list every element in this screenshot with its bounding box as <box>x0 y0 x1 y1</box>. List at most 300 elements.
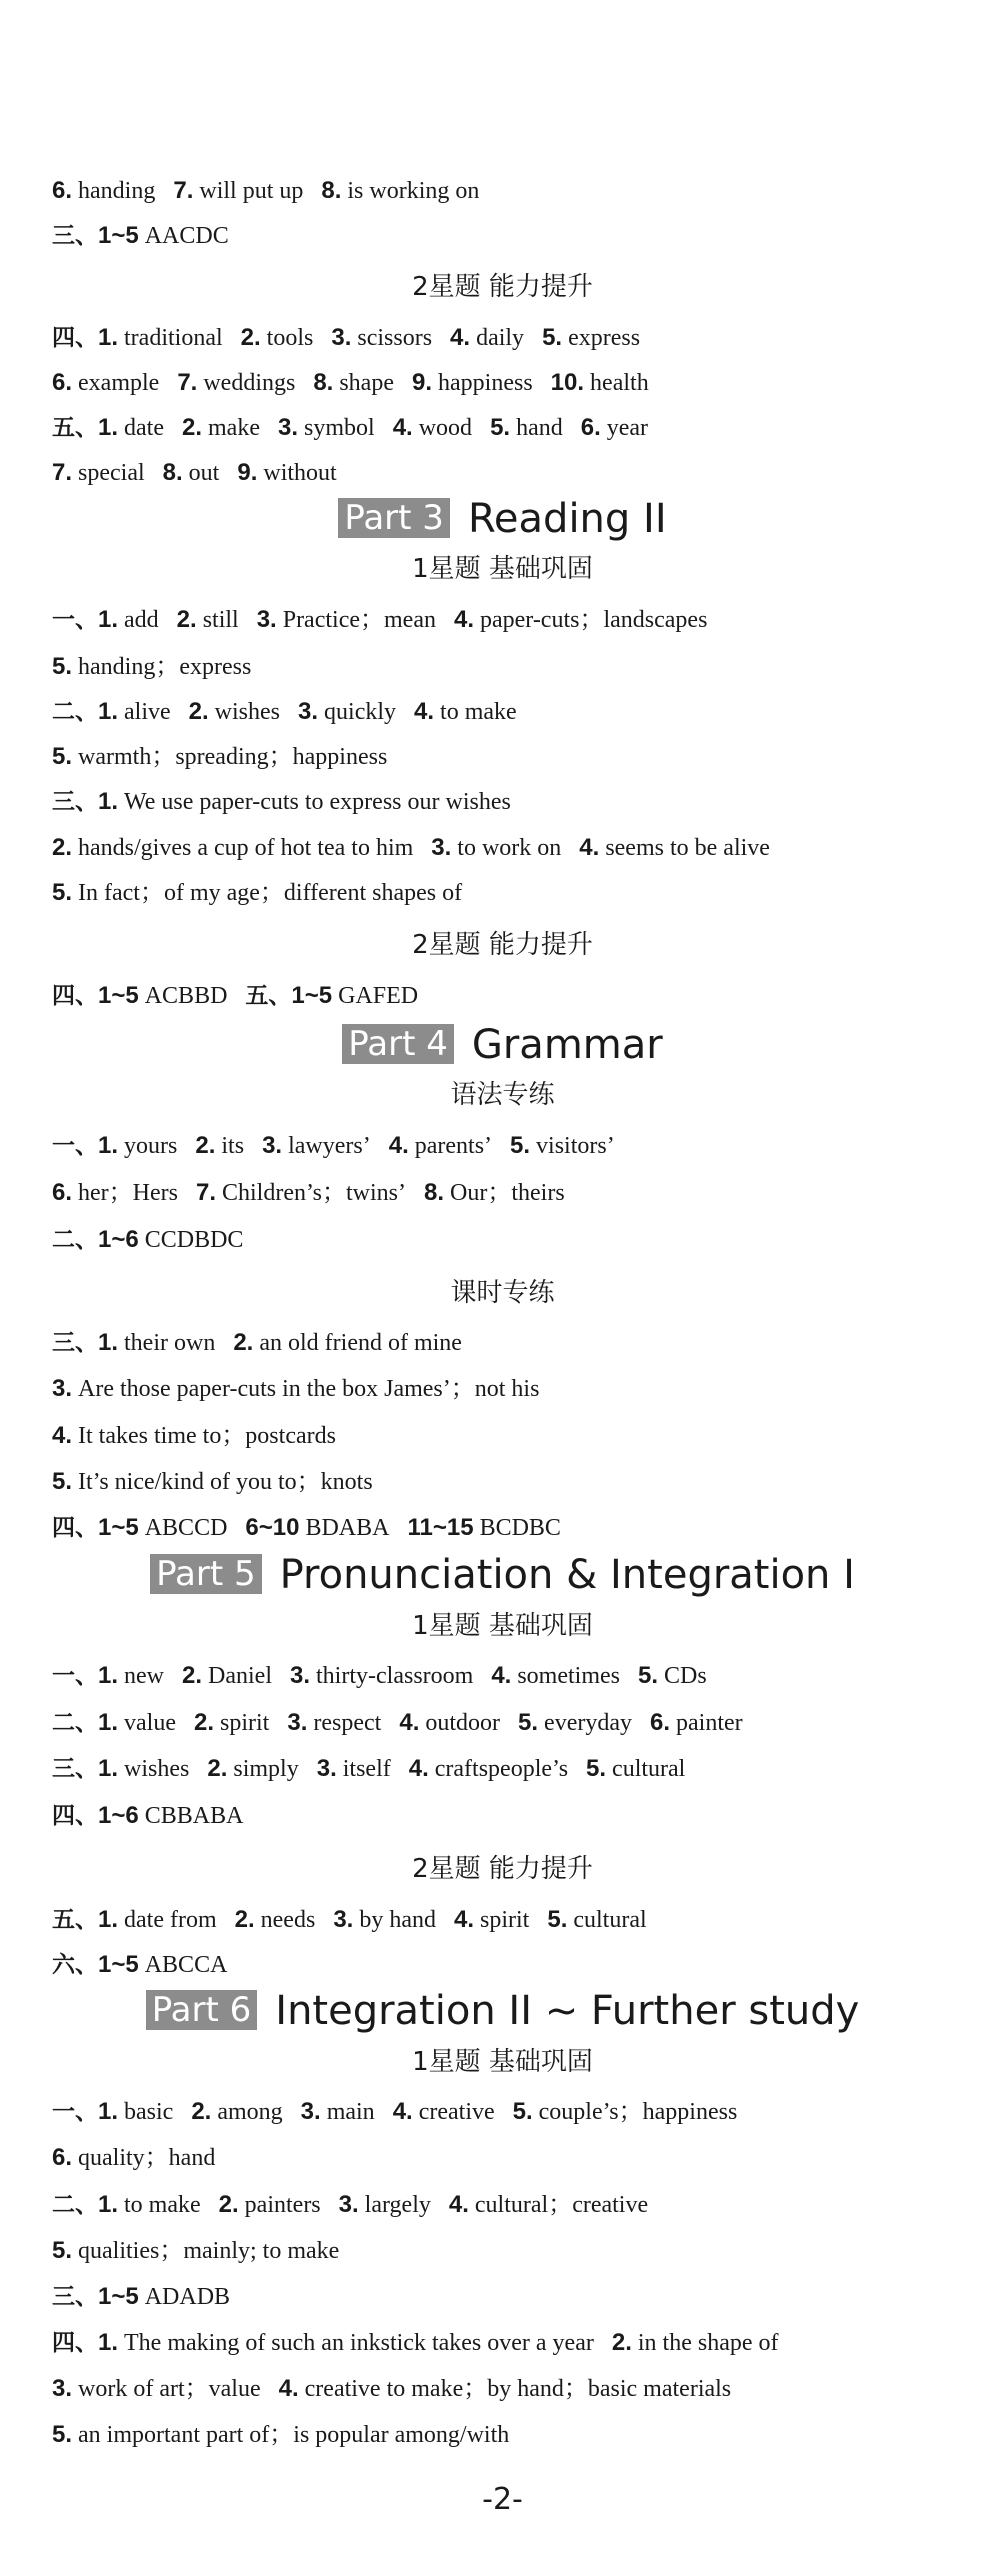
question-number: 5. <box>510 1132 531 1159</box>
question-number: 1. <box>98 1329 119 1356</box>
question-number: 4. <box>392 2098 413 2125</box>
answer-line <box>52 1467 975 1497</box>
answer-text: example <box>78 370 160 396</box>
answer-text: in the shape of <box>637 2330 779 2356</box>
answer-text: sometimes <box>517 1663 620 1689</box>
answer-text: new <box>124 1663 164 1689</box>
answer-text: shape <box>339 370 394 396</box>
answer-item <box>431 835 561 861</box>
answer-line <box>52 833 975 863</box>
answer-text: health <box>590 370 649 396</box>
answer-item <box>331 325 432 351</box>
part-title: Reading II <box>467 496 667 542</box>
question-number: 1. <box>98 1709 119 1736</box>
section-marker: 一、 <box>52 2099 98 2125</box>
answer-text: ABCCD <box>144 1515 228 1541</box>
question-number: 6. <box>52 369 73 396</box>
answer-item <box>98 699 171 725</box>
question-number: 4. <box>278 2375 299 2402</box>
answer-text: needs <box>260 1907 316 1933</box>
question-number: 2. <box>207 1755 228 1782</box>
answer-text: hands/gives a cup of hot tea to him <box>78 835 414 861</box>
answer-text: Practice；mean <box>282 607 436 633</box>
question-number: 5. <box>586 1755 607 1782</box>
part-title: Integration II ~ Further study <box>275 1988 860 2034</box>
question-number: 3. <box>431 834 452 861</box>
page-number: -2- <box>482 2482 523 2517</box>
question-number: 5. <box>518 1709 539 1736</box>
answer-text: will put up <box>199 178 304 204</box>
question-number: 9. <box>412 369 433 396</box>
answer-text: BDABA <box>305 1515 390 1541</box>
answer-line <box>52 1131 975 1161</box>
part-heading <box>0 495 1005 543</box>
question-number: 5. <box>547 1906 568 1933</box>
answer-item <box>52 2145 215 2171</box>
answer-text: date <box>124 415 164 441</box>
question-number: 3. <box>298 698 319 725</box>
question-number: 2. <box>182 1662 203 1689</box>
answer-item <box>235 1907 316 1933</box>
question-number: 5. <box>490 414 511 441</box>
question-number: 6. <box>52 177 73 204</box>
answer-item <box>339 2192 431 2218</box>
answer-text: lawyers’ <box>288 1133 371 1159</box>
answer-item <box>207 1756 298 1782</box>
answer-item <box>287 1710 381 1736</box>
answer-item <box>98 1907 217 1933</box>
question-number: 4. <box>408 1755 429 1782</box>
question-number: 7. <box>173 177 194 204</box>
answer-item <box>52 1469 373 1495</box>
question-number: 3. <box>300 2098 321 2125</box>
answer-text: The making of such an inkstick takes over a year <box>124 2330 594 2356</box>
question-number: 5. <box>52 2237 73 2264</box>
section-subtitle: 1星题 基础巩固 <box>412 2047 593 2077</box>
answer-line <box>52 2143 975 2173</box>
section-subtitle: 2星题 能力提升 <box>412 930 593 960</box>
part-heading <box>0 1021 1005 1069</box>
answer-item <box>98 1133 177 1159</box>
question-number: 8. <box>321 177 342 204</box>
answer-line <box>52 413 975 443</box>
answer-line <box>52 1950 975 1980</box>
answer-line <box>52 2236 975 2266</box>
answer-item <box>393 415 472 441</box>
answer-item <box>98 1710 176 1736</box>
answer-item <box>98 2192 201 2218</box>
answer-text: express <box>568 325 641 351</box>
answer-item <box>586 1756 685 1782</box>
answer-text: craftspeople’s <box>434 1756 569 1782</box>
answer-text: daily <box>476 325 525 351</box>
section-subtitle: 语法专练 <box>450 1080 555 1110</box>
part-badge: Part 3 <box>338 498 450 538</box>
question-number: 1. <box>98 2329 119 2356</box>
question-number: 2. <box>188 698 209 725</box>
question-number: 1~5 <box>98 2283 139 2310</box>
answer-item <box>412 370 533 396</box>
question-number: 2. <box>191 2098 212 2125</box>
answer-text: seems to be alive <box>605 835 770 861</box>
answer-item <box>233 1330 462 1356</box>
answer-text: creative <box>418 2099 495 2125</box>
section-marker: 四、 <box>52 1803 98 1829</box>
answer-text: its <box>221 1133 245 1159</box>
answer-text: hand <box>516 415 563 441</box>
answer-text: cultural <box>573 1907 647 1933</box>
answer-line <box>52 2190 975 2220</box>
answer-item <box>98 1227 243 1253</box>
answer-text: an important part of；is popular among/with <box>78 2422 510 2448</box>
answer-text: main <box>326 2099 375 2125</box>
answer-text: warmth；spreading；happiness <box>78 744 388 770</box>
answer-item <box>196 1180 406 1206</box>
answer-item <box>98 607 159 633</box>
part-heading <box>0 1551 1005 1599</box>
question-number: 4. <box>453 1906 474 1933</box>
answer-line <box>52 1905 975 1935</box>
question-number: 1. <box>98 698 119 725</box>
question-number: 2. <box>218 2191 239 2218</box>
answer-line <box>52 1178 975 1208</box>
answer-line <box>52 1328 975 1358</box>
question-number: 2. <box>611 2329 632 2356</box>
answer-text: spirit <box>220 1710 270 1736</box>
question-number: 5. <box>512 2098 533 2125</box>
question-number: 7. <box>177 369 198 396</box>
question-number: 4. <box>414 698 435 725</box>
answer-line <box>52 2282 975 2312</box>
question-number: 7. <box>52 459 73 486</box>
answer-line <box>52 2374 975 2404</box>
answer-item <box>98 2330 594 2356</box>
answer-text: painter <box>676 1710 743 1736</box>
answer-text: In fact；of my age；different shapes of <box>78 880 463 906</box>
section-subtitle: 1星题 基础巩固 <box>412 554 593 584</box>
answer-item <box>194 1710 269 1736</box>
question-number: 1. <box>98 1662 119 1689</box>
answer-item <box>98 1515 227 1541</box>
answer-line <box>52 2328 975 2358</box>
question-number: 4. <box>392 414 413 441</box>
question-number: 10. <box>550 369 585 396</box>
answer-line <box>52 1421 975 1451</box>
answer-text: CBBABA <box>144 1803 244 1829</box>
question-number: 1. <box>98 414 119 441</box>
question-number: 3. <box>52 2375 73 2402</box>
question-number: 6. <box>52 2144 73 2171</box>
answer-text: handing <box>78 178 156 204</box>
section-marker: 六、 <box>52 1952 98 1978</box>
answer-line <box>52 652 975 682</box>
answer-text: spirit <box>480 1907 530 1933</box>
answer-text: yours <box>124 1133 178 1159</box>
answer-item <box>98 223 229 249</box>
part-title: Grammar <box>471 1022 663 1068</box>
answer-text: wishes <box>214 699 281 725</box>
answer-text: parents’ <box>414 1133 493 1159</box>
answer-line <box>52 2420 975 2450</box>
answer-text: BCDBC <box>479 1515 561 1541</box>
answer-item <box>257 607 436 633</box>
section-marker: 三、 <box>52 1330 98 1356</box>
question-number: 1~5 <box>291 982 333 1009</box>
answer-item <box>98 789 511 815</box>
question-number: 3. <box>331 324 352 351</box>
answer-text: simply <box>233 1756 299 1782</box>
question-number: 6. <box>650 1709 671 1736</box>
answer-item <box>52 2238 339 2264</box>
answer-item <box>163 460 220 486</box>
question-number: 3. <box>262 1132 283 1159</box>
answer-text: itself <box>342 1756 391 1782</box>
answer-item <box>98 415 164 441</box>
section-marker: 二、 <box>52 2192 98 2218</box>
answer-text: weddings <box>203 370 296 396</box>
question-number: 1. <box>98 324 119 351</box>
question-number: 4. <box>450 324 471 351</box>
section-marker: 一、 <box>52 1663 98 1689</box>
part-badge: Part 4 <box>342 1024 454 1064</box>
answer-item <box>245 1515 389 1541</box>
answer-line <box>52 1661 975 1691</box>
question-number: 6~10 <box>245 1514 300 1541</box>
question-number: 1~6 <box>98 1226 139 1253</box>
section-marker: 二、 <box>52 1710 98 1736</box>
part-badge: Part 6 <box>146 1990 258 2030</box>
answer-line <box>52 323 975 353</box>
question-number: 2. <box>52 834 73 861</box>
answer-text: visitors’ <box>536 1133 615 1159</box>
question-number: 2. <box>233 1329 254 1356</box>
question-number: 4. <box>399 1709 420 1736</box>
question-number: 9. <box>237 459 258 486</box>
answer-text: ABCCA <box>144 1952 228 1978</box>
answer-item <box>189 699 280 725</box>
answer-item <box>579 835 770 861</box>
answer-item <box>52 2422 509 2448</box>
question-number: 1~6 <box>98 1802 139 1829</box>
answer-text: tools <box>266 325 314 351</box>
answer-item <box>414 699 517 725</box>
section-marker: 五、 <box>52 415 98 441</box>
question-number: 4. <box>579 834 600 861</box>
answer-item <box>321 178 479 204</box>
question-number: 1. <box>98 2191 119 2218</box>
answer-item <box>98 1663 164 1689</box>
answer-item <box>491 1663 620 1689</box>
answer-text: value <box>124 1710 176 1736</box>
answer-item <box>449 2192 648 2218</box>
answer-text: handing；express <box>78 654 252 680</box>
question-number: 4. <box>388 1132 409 1159</box>
section-marker: 二、 <box>52 1227 98 1253</box>
answer-text: everyday <box>544 1710 632 1736</box>
answer-text: traditional <box>124 325 223 351</box>
question-number: 3. <box>333 1906 354 1933</box>
question-number: 7. <box>195 1179 216 1206</box>
answer-line <box>52 742 975 772</box>
question-number: 8. <box>162 459 183 486</box>
answer-text: outdoor <box>425 1710 501 1736</box>
answer-line <box>52 1801 975 1831</box>
answer-item <box>98 325 223 351</box>
answer-text: among <box>217 2099 283 2125</box>
answer-item <box>279 2376 732 2402</box>
answer-text: scissors <box>357 325 433 351</box>
answer-text: CDs <box>664 1663 707 1689</box>
answer-text: to make <box>440 699 517 725</box>
answer-text: quickly <box>324 699 397 725</box>
answer-line <box>52 221 975 251</box>
answer-line <box>52 697 975 727</box>
answer-item <box>98 2099 173 2125</box>
answer-item <box>291 983 418 1009</box>
answer-text: Daniel <box>208 1663 272 1689</box>
answer-item <box>581 415 648 441</box>
answer-line <box>52 458 975 488</box>
question-number: 2. <box>240 324 261 351</box>
answer-item <box>409 1756 568 1782</box>
answer-text: an old friend of mine <box>259 1330 462 1356</box>
answer-item <box>389 1133 492 1159</box>
answer-line <box>52 176 975 206</box>
answer-text: by hand <box>359 1907 436 1933</box>
answer-line <box>52 787 975 817</box>
answer-item <box>98 2284 230 2310</box>
answer-line <box>52 605 975 635</box>
answer-text: wood <box>418 415 473 441</box>
answer-text: out <box>188 460 220 486</box>
answer-text: is working on <box>347 178 480 204</box>
question-number: 1~5 <box>98 1514 139 1541</box>
answer-text: creative to make；by hand；basic materials <box>304 2376 732 2402</box>
answer-item <box>317 1756 391 1782</box>
question-number: 4. <box>52 1422 73 1449</box>
answer-text: without <box>263 460 337 486</box>
answer-text: work of art；value <box>78 2376 261 2402</box>
question-number: 4. <box>453 606 474 633</box>
question-number: 6. <box>52 1179 73 1206</box>
section-subtitle: 1星题 基础巩固 <box>412 1611 593 1641</box>
question-number: 4. <box>491 1662 512 1689</box>
answer-item <box>407 1515 560 1541</box>
question-number: 2. <box>195 1132 216 1159</box>
answer-item <box>298 699 396 725</box>
section-marker: 三、 <box>52 2284 98 2310</box>
section-marker: 四、 <box>52 325 98 351</box>
section-marker: 三、 <box>52 789 98 815</box>
answer-item <box>262 1133 371 1159</box>
answer-item <box>98 1803 243 1829</box>
answer-item <box>195 1133 244 1159</box>
question-number: 5. <box>638 1662 659 1689</box>
section-marker: 五、 <box>245 983 292 1009</box>
answer-item <box>52 1376 539 1402</box>
answer-line <box>52 1754 975 1784</box>
question-number: 1. <box>98 1132 119 1159</box>
section-marker: 四、 <box>52 983 98 1009</box>
section-marker: 五、 <box>52 1907 98 1933</box>
question-number: 11~15 <box>407 1514 474 1541</box>
answer-item <box>513 2099 738 2125</box>
answer-item <box>542 325 640 351</box>
section-subtitle: 课时专练 <box>450 1278 555 1308</box>
answer-item <box>313 370 394 396</box>
answer-text: her；Hers <box>78 1180 178 1206</box>
section-marker: 四、 <box>52 2330 98 2356</box>
answer-item <box>52 1180 178 1206</box>
section-marker: 四、 <box>52 1515 98 1541</box>
answer-text: ADADB <box>144 2284 231 2310</box>
answer-item <box>450 325 524 351</box>
answer-item <box>191 2099 282 2125</box>
answer-item <box>219 2192 321 2218</box>
answer-item <box>399 1710 500 1736</box>
answer-item <box>241 325 314 351</box>
question-number: 1. <box>98 2098 119 2125</box>
question-number: 1. <box>98 606 119 633</box>
question-number: 5. <box>542 324 563 351</box>
answer-text: painters <box>244 2192 321 2218</box>
answer-line <box>52 1374 975 1404</box>
question-number: 6. <box>580 414 601 441</box>
answer-text: largely <box>364 2192 431 2218</box>
answer-line <box>52 981 975 1011</box>
answer-item <box>510 1133 615 1159</box>
answer-item <box>518 1710 632 1736</box>
answer-item <box>393 2099 495 2125</box>
answer-item <box>52 370 159 396</box>
answer-text: It’s nice/kind of you to；knots <box>78 1469 373 1495</box>
answer-text: add <box>124 607 159 633</box>
answer-item <box>333 1907 436 1933</box>
answer-text: Our；theirs <box>450 1180 565 1206</box>
section-marker: 三、 <box>52 223 98 249</box>
question-number: 1~5 <box>98 982 139 1009</box>
answer-item <box>612 2330 779 2356</box>
answer-text: respect <box>313 1710 382 1736</box>
answer-item <box>454 1907 529 1933</box>
answer-line <box>52 878 975 908</box>
answer-item <box>237 460 336 486</box>
answer-text: year <box>606 415 649 441</box>
question-number: 2. <box>234 1906 255 1933</box>
answer-text: still <box>202 607 239 633</box>
answer-item <box>547 1907 646 1933</box>
question-number: 3. <box>256 606 277 633</box>
question-number: 8. <box>313 369 334 396</box>
answer-text: We use paper-cuts to express our wishes <box>124 789 511 815</box>
question-number: 3. <box>316 1755 337 1782</box>
answer-item <box>98 983 227 1009</box>
answer-item <box>290 1663 473 1689</box>
answer-line <box>52 1513 975 1543</box>
answer-text: thirty-classroom <box>316 1663 474 1689</box>
answer-text: special <box>78 460 145 486</box>
answer-text: symbol <box>304 415 375 441</box>
answer-text: qualities；mainly; to make <box>78 2238 340 2264</box>
answer-item <box>177 370 295 396</box>
answer-item <box>551 370 649 396</box>
section-marker: 三、 <box>52 1756 98 1782</box>
answer-text: Children’s；twins’ <box>222 1180 406 1206</box>
answer-text: cultural <box>612 1756 686 1782</box>
answer-item <box>650 1710 743 1736</box>
question-number: 5. <box>52 653 73 680</box>
answer-item <box>182 415 260 441</box>
